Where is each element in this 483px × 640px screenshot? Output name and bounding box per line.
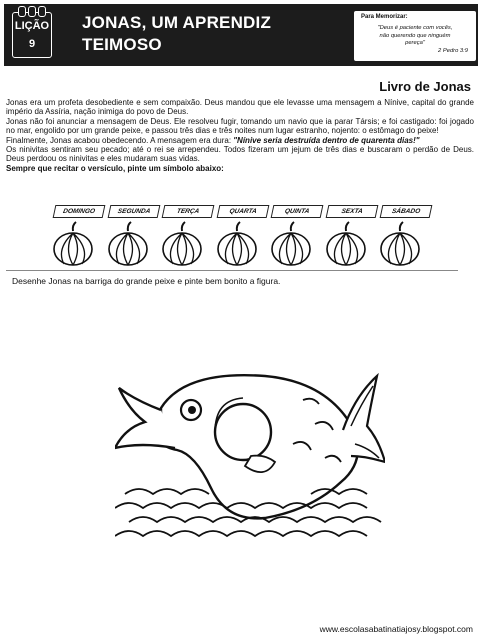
final-verse: "Nínive seria destruída dentro de quarenta dias!"	[233, 135, 420, 145]
footer-url: www.escolasabatinatiajosy.blogspot.com	[319, 624, 473, 634]
lesson-label: LIÇÃO	[14, 20, 50, 32]
fish-tail	[343, 376, 385, 462]
day-label: DOMINGO	[53, 205, 106, 218]
pumpkin-icon[interactable]	[270, 221, 312, 267]
pumpkin-row	[46, 221, 446, 269]
story-paragraph	[6, 136, 474, 145]
lesson-header	[4, 4, 478, 66]
fish-pupil	[188, 406, 196, 414]
day-label: SEXTA	[326, 205, 379, 218]
story-paragraph: Os ninivitas sentiram seu pecado; até o rei se arrependeu. Todos fizeram um jejum de três dias e buscaram o perdão de Deus. Deus perdoou os ninivitas e eles mudaram suas vidas.	[6, 145, 474, 164]
day-label: TERÇA	[162, 205, 215, 218]
recite-instruction: Sempre que recitar o versículo, pinte um símbolo abaixo:	[6, 163, 224, 173]
memory-quote	[358, 25, 472, 48]
final-prefix: Finalmente, Jonas acabou obedecendo. A mensagem era dura:	[6, 135, 234, 145]
memory-reference: 2 Pedro 3:9	[438, 48, 468, 54]
spiral-ring	[18, 6, 26, 17]
pumpkin-icon[interactable]	[107, 221, 149, 267]
memory-verse-box	[354, 11, 476, 61]
book-title: Livro de Jonas	[379, 79, 471, 94]
spiral-ring	[38, 6, 46, 17]
pumpkin-icon[interactable]	[161, 221, 203, 267]
divider	[6, 270, 458, 271]
lesson-tag	[12, 6, 52, 60]
pumpkin-icon[interactable]	[379, 221, 421, 267]
lesson-title	[82, 12, 271, 56]
memory-quote-line: "Deus é paciente com vocês,	[377, 25, 453, 31]
day-label: SÁBADO	[380, 205, 433, 218]
story-paragraph: Jonas não foi anunciar a mensagem de Deus. Ele resolveu fugir, tomando um navio que ia parar Társis; e foi castigado: foi jogado no mar, engolido por um grande peixe, e passou três dias e três noites num lugar estranho, nojento: o estômago do peixe!	[6, 116, 474, 136]
weekday-labels	[50, 205, 440, 217]
pumpkin-icon[interactable]	[325, 221, 367, 267]
memory-quote-line: não querendo que ninguém	[379, 32, 451, 39]
day-label: SEGUNDA	[108, 205, 161, 218]
memory-quote-line: pereça"	[405, 40, 425, 46]
pumpkin-icon[interactable]	[216, 221, 258, 267]
pumpkin-icon[interactable]	[52, 221, 94, 267]
lesson-tag-frame	[12, 12, 52, 58]
title-line-1: JONAS, UM APRENDIZ	[82, 13, 272, 32]
story-text	[6, 98, 474, 173]
memory-label: Para Memorizar:	[361, 14, 408, 20]
story-paragraph: Jonas era um profeta desobediente e sem compaixão. Deus mandou que ele levasse uma mensagem a Nínive, capital do grande império da Assíria, nação inimiga do povo de Deus.	[6, 98, 474, 117]
spiral-ring	[28, 6, 36, 17]
big-fish-illustration	[115, 370, 385, 550]
day-label: QUARTA	[217, 205, 270, 218]
lesson-number: 9	[28, 38, 36, 50]
fish-belly	[215, 404, 271, 460]
drawing-instruction: Desenhe Jonas na barriga do grande peixe e pinte bem bonito a figura.	[12, 276, 281, 286]
day-label: QUINTA	[271, 205, 324, 218]
title-line-2: TEIMOSO	[82, 35, 162, 54]
